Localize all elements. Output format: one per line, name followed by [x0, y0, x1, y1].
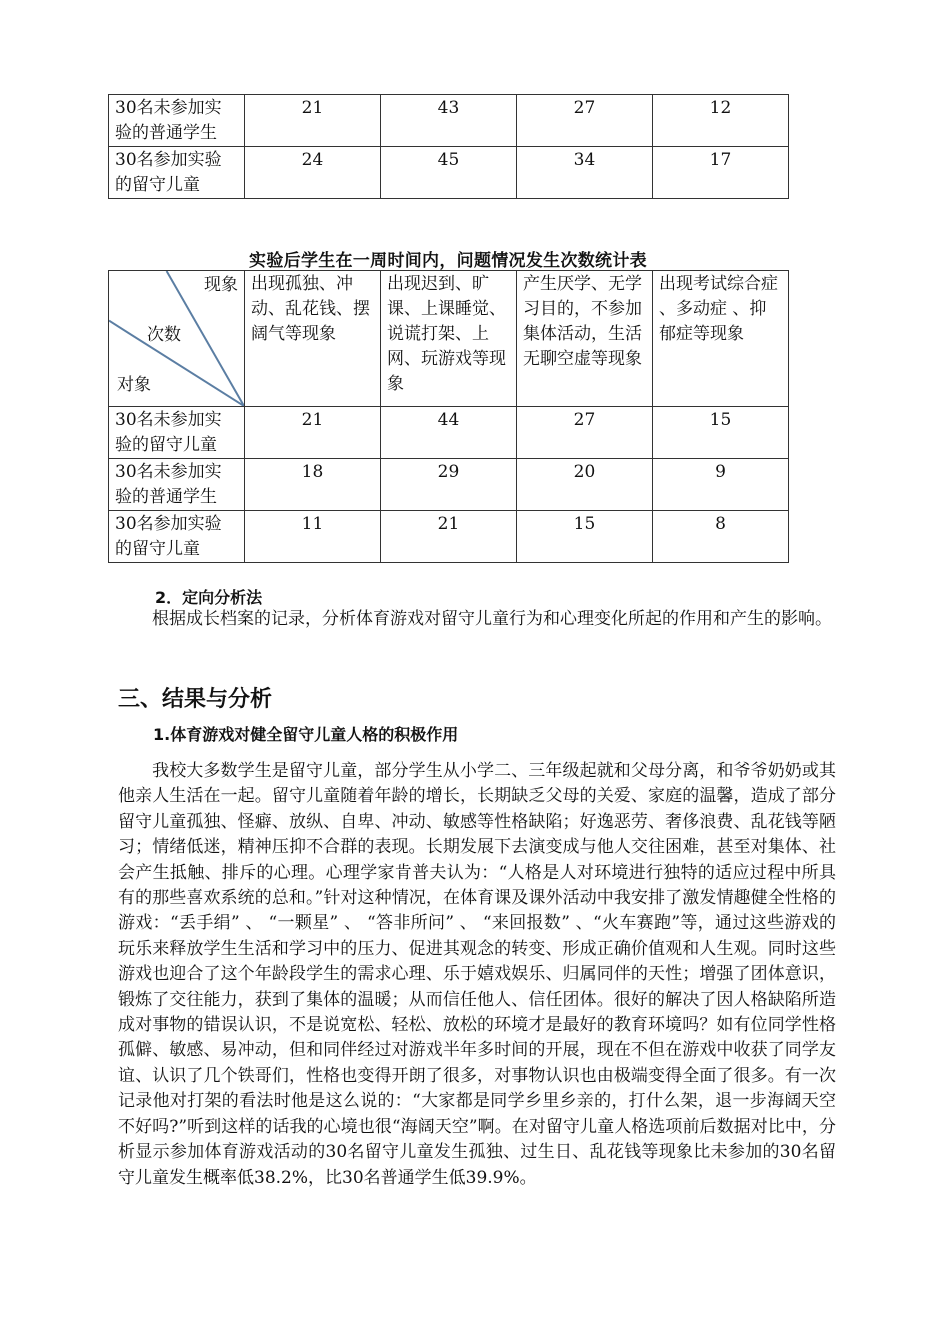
- table-cell: 8: [653, 511, 789, 563]
- table-header-row: [109, 271, 789, 407]
- column-header: 产生厌学、无学习目的，不参加集体活动，生活无聊空虚等现象: [517, 271, 653, 407]
- table-row: [109, 147, 789, 199]
- row-label: 30名未参加实验的普通学生: [109, 95, 245, 147]
- row-label: 30名参加实验的留守儿童: [109, 147, 245, 199]
- column-header: 出现考试综合症 、多动症 、抑郁症等现象: [653, 271, 789, 407]
- table-row: [109, 459, 789, 511]
- table-cell: 27: [517, 407, 653, 459]
- table-cell: 12: [653, 95, 789, 147]
- row-label: 30名未参加实验的留守儿童: [109, 407, 245, 459]
- table-row: [109, 511, 789, 563]
- table-cell: 27: [517, 95, 653, 147]
- before-experiment-table: [108, 94, 789, 199]
- table-cell: 34: [517, 147, 653, 199]
- table-cell: 44: [381, 407, 517, 459]
- row-label: 30名未参加实验的普通学生: [109, 459, 245, 511]
- corner-label-count: 次数: [147, 325, 181, 345]
- table-cell: 29: [381, 459, 517, 511]
- table-cell: 24: [245, 147, 381, 199]
- paragraph-text: 根据成长档案的记录，分析体育游戏对留守儿童行为和心理变化所起的作用和产生的影响。: [152, 609, 832, 629]
- chapter-heading: 三、结果与分析: [118, 687, 273, 712]
- table-cell: 20: [517, 459, 653, 511]
- table-cell: 21: [245, 95, 381, 147]
- section-heading-directional-analysis: 2．定向分析法: [155, 588, 263, 607]
- corner-label-subject: 对象: [117, 375, 151, 395]
- corner-label-phenomenon: 现象: [204, 275, 238, 295]
- table-cell: 9: [653, 459, 789, 511]
- table-title: 实验后学生在一周时间内，问题情况发生次数统计表: [249, 251, 647, 271]
- subsection-heading: 1.体育游戏对健全留守儿童人格的积极作用: [153, 725, 459, 744]
- table-cell: 17: [653, 147, 789, 199]
- table-cell: 15: [517, 511, 653, 563]
- table-cell: 21: [381, 511, 517, 563]
- table-cell: 21: [245, 407, 381, 459]
- table-cell: 18: [245, 459, 381, 511]
- table-cell: 43: [381, 95, 517, 147]
- table-cell: 15: [653, 407, 789, 459]
- column-header: 出现迟到、旷课、上课睡觉、说谎打架、上网、玩游戏等现象: [381, 271, 517, 407]
- row-label: 30名参加实验的留守儿童: [109, 511, 245, 563]
- table-row: [109, 95, 789, 147]
- paragraph: [118, 759, 836, 1191]
- paragraph: [118, 607, 836, 632]
- table-cell: 11: [245, 511, 381, 563]
- diagonal-header-cell: [109, 271, 245, 407]
- column-header: 出现孤独、冲动、乱花钱、摆阔气等现象: [245, 271, 381, 407]
- after-experiment-table: [108, 270, 789, 563]
- table-cell: 45: [381, 147, 517, 199]
- paragraph-text: 我校大多数学生是留守儿童，部分学生从小学二、三年级起就和父母分离，和爷爷奶奶或其他亲人生活在一起。留守儿童随着年龄的增长，长期缺乏父母的关爱、家庭的温馨，造成了部分留守儿童孤独、怪癖、放纵、自卑、冲动、敏感等性格缺陷；好逸恶劳、奢侈浪费、乱花钱等陋习；情绪低迷，精神压抑不合群的表现。长期发展下去演变成与他人交往困难，甚至对集体、社会产生抵触、排斥的心理。心理学家肯普夫认为：“人格是人对环境进行独特的适应过程中所具有的那些喜欢系统的总和。”针对这种情况，在体育课及课外活动中我安排了激发情趣健全性格的游戏：“丢手绢” 、 “一颗星” 、 “答非所问” 、 “来回报数” 、“火车赛跑”等，通过这些游戏的玩乐来释放学生生活和学习中的压力、促进其观念的转变、形成正确价值观和人生观。同时这些游戏也迎合了这个年龄段学生的需求心理、乐于嬉戏娱乐、归属同伴的天性；增强了团体意识，锻炼了交往能力，获到了集体的温暖；从而信任他人、信任团体。很好的解决了因人格缺陷所造成对事物的错误认识，不是说宽松、轻松、放松的环境才是最好的教育环境吗？如有位同学性格孤僻、敏感、易冲动，但和同伴经过对游戏半年多时间的开展，现在不但在游戏中收获了同学友谊、认识了几个铁哥们，性格也变得开朗了很多，对事物认识也由极端变得全面了很多。有一次记录他对打架的看法时他是这么说的：“大家都是同学乡里乡亲的，打什么架，退一步海阔天空不好吗?”听到这样的话我的心境也很“海阔天空”啊。在对留守儿童人格选项前后数据对比中，分析显示参加体育游戏活动的30名留守儿童发生孤独、过生日、乱花钱等现象比未参加的30名留守儿童发生概率低38.2%，比30名普通学生低39.9%。: [118, 761, 836, 1188]
- table-row: [109, 407, 789, 459]
